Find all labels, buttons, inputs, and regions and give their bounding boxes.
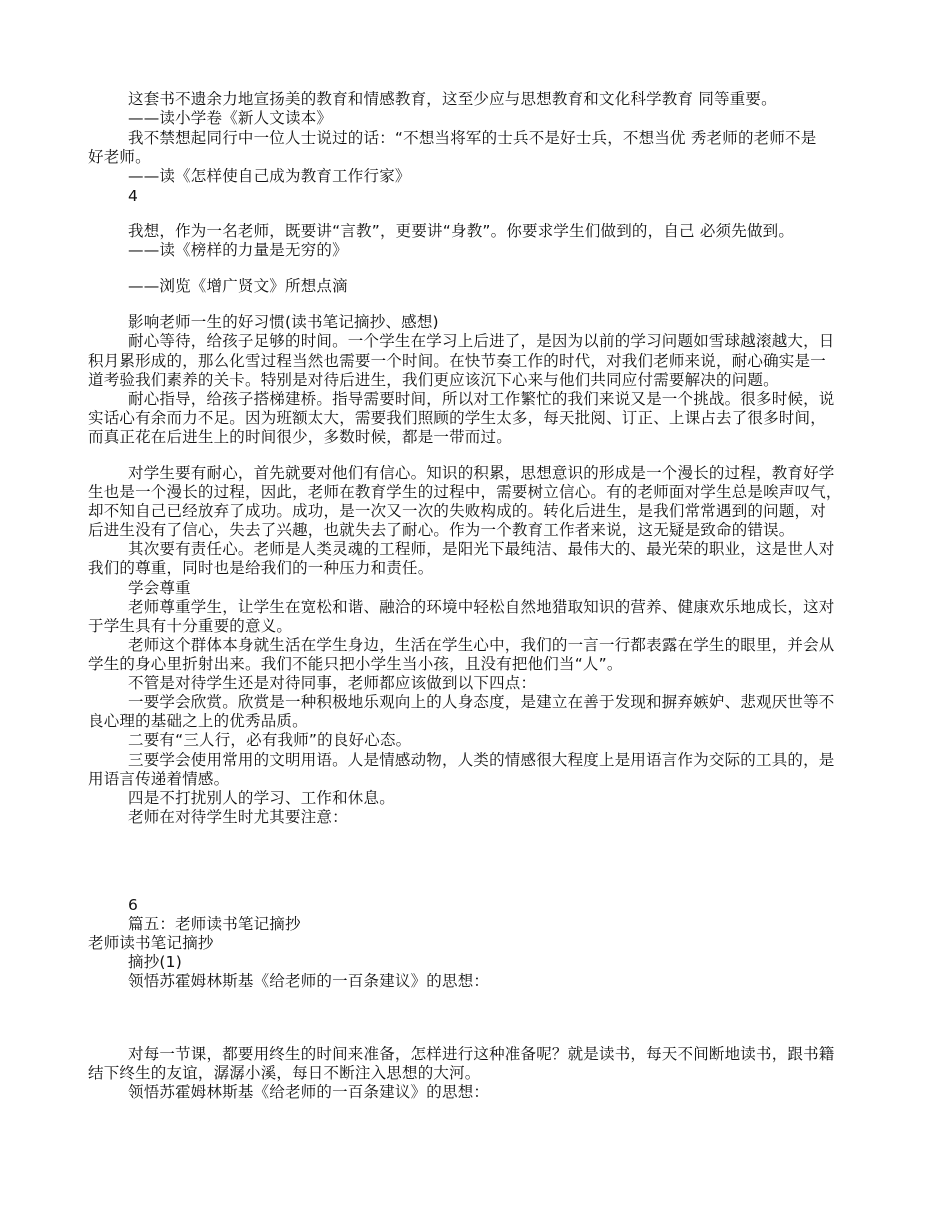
page-number: 4 xyxy=(128,187,139,205)
text-line: 耐心等待，给孩子足够的时间。一个学生在学习上后进了，是因为以前的学习问题如雪球越滚越大，日 xyxy=(128,332,835,350)
text-line: 摘抄(1) xyxy=(128,953,182,971)
document-title: 老师读书笔记摘抄 xyxy=(88,934,214,952)
text-line: 我想，作为一名老师，既要讲“言教”，更要讲“身教”。你要求学生们做到的，自己 必须先做到。 xyxy=(128,222,795,240)
text-line: 其次要有责任心。老师是人类灵魂的工程师，是阳光下最纯洁、最伟大的、最光荣的职业，这是世人对 xyxy=(128,540,835,558)
text-line: 四是不打扰别人的学习、工作和休息。 xyxy=(128,789,395,807)
text-line: ——浏览《增广贤文》所想点滴 xyxy=(128,277,348,295)
text-line: 老师在对待学生时尤其要注意： xyxy=(128,808,348,826)
text-line: ——读《怎样使自己成为教育工作行家》 xyxy=(128,167,411,185)
text-line: 生也是一个漫长的过程，因此，老师在教育学生的过程中，需要树立信心。有的老师面对学生总是唉声叹气， xyxy=(88,483,842,501)
text-line: 后进生没有了信心，失去了兴趣，也就失去了耐心。作为一个教育工作者来说，这无疑是致命的错误。 xyxy=(88,521,795,539)
text-line: 对学生要有耐心，首先就要对他们有信心。知识的积累，思想意识的形成是一个漫长的过程，教育好学 xyxy=(128,464,835,482)
text-line: 我们的尊重，同时也是给我们的一种压力和责任。 xyxy=(88,559,434,577)
text-line: 我不禁想起同行中一位人士说过的话：“不想当将军的士兵不是好士兵，不想当优 秀老师的老师不是 xyxy=(128,129,817,147)
text-line: 积月累形成的，那么化雪过程当然也需要一个时间。在快节奏工作的时代，对我们老师来说，耐心确实是一 xyxy=(88,352,826,370)
text-line: 好老师。 xyxy=(88,148,151,166)
text-line: 结下终生的友谊，潺潺小溪，每日不断注入思想的大河。 xyxy=(88,1064,481,1082)
section-heading: 学会尊重 xyxy=(128,579,191,597)
text-line: 用语言传递着情感。 xyxy=(88,770,230,788)
text-line: 良心理的基础之上的优秀品质。 xyxy=(88,712,308,730)
section-heading: 篇五：老师读书笔记摘抄 xyxy=(128,915,301,933)
text-line: 领悟苏霍姆林斯基《给老师的一百条建议》的思想： xyxy=(128,972,490,990)
text-line: ——读小学卷《新人文读本》 xyxy=(128,109,333,127)
text-line: 三要学会使用常用的文明用语。人是情感动物，人类的情感很大程度上是用语言作为交际的工具的，是 xyxy=(128,751,835,769)
text-line: 老师这个群体本身就生活在学生身边，生活在学生心中，我们的一言一行都表露在学生的眼里，并会从 xyxy=(128,636,835,654)
text-line: 领悟苏霍姆林斯基《给老师的一百条建议》的思想： xyxy=(128,1083,490,1101)
text-line: ——读《榜样的力量是无穷的》 xyxy=(128,241,348,259)
text-line: 道考验我们素养的关卡。特别是对待后进生，我们更应该沉下心来与他们共同应付需要解决的问题。 xyxy=(88,371,779,389)
text-line: 一要学会欣赏。欣赏是一种积极地乐观向上的人身态度，是建立在善于发现和摒弃嫉妒、悲观厌世等不 xyxy=(128,693,835,711)
text-line: 实话心有余而力不足。因为班额太大，需要我们照顾的学生太多，每天批阅、订正、上课占去了很多时间， xyxy=(88,409,826,427)
text-line: 不管是对待学生还是对待同事，老师都应该做到以下四点： xyxy=(128,674,537,692)
text-line: 于学生具有十分重要的意义。 xyxy=(88,617,293,635)
text-line: 耐心指导，给孩子搭梯建桥。指导需要时间，所以对工作繁忙的我们来说又是一个挑战。很多时候，说 xyxy=(128,390,835,408)
text-line: 却不知自己已经放弃了成功。成功，是一次又一次的失败构成的。转化后进生，是我们常常遇到的问题，对 xyxy=(88,502,826,520)
text-line: 而真正花在后进生上的时间很少，多数时候，都是一带而过。 xyxy=(88,428,512,446)
text-line: 这套书不遗余力地宣扬美的教育和情感教育，这至少应与思想教育和文化科学教育 同等重要。 xyxy=(128,90,777,108)
text-line: 学生的身心里折射出来。我们不能只把小学生当小孩，且没有把他们当“人”。 xyxy=(88,655,623,673)
text-line: 对每一节课，都要用终生的时间来准备，怎样进行这种准备呢？就是读书，每天不间断地读书，跟书籍 xyxy=(128,1045,835,1063)
page-number: 6 xyxy=(128,896,139,914)
text-line: 二要有“三人行，必有我师”的良好心态。 xyxy=(128,731,412,749)
text-line: 老师尊重学生，让学生在宽松和谐、融洽的环境中轻松自然地猎取知识的营养、健康欢乐地成长，这对 xyxy=(128,598,835,616)
section-heading: 影响老师一生的好习惯(读书笔记摘抄、感想) xyxy=(128,313,439,331)
